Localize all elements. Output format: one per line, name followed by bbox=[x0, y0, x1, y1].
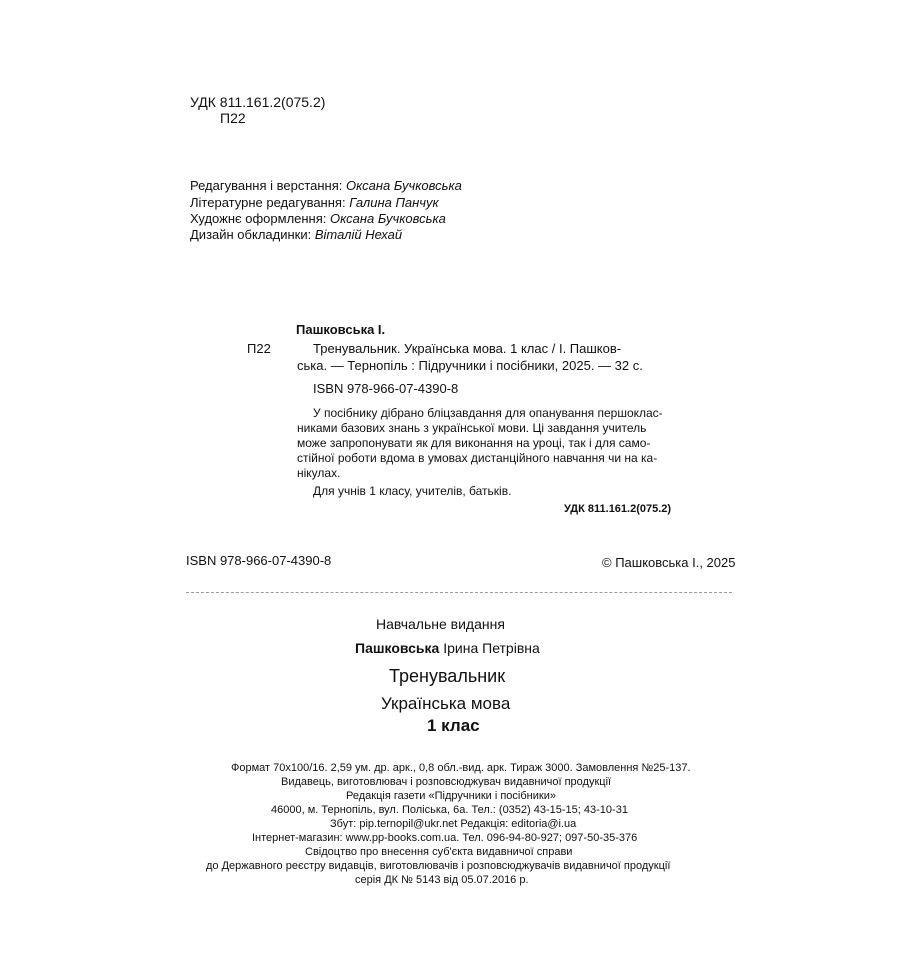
imprint-detail-line: серія ДК № 5143 від 05.07.2016 р. bbox=[355, 874, 529, 886]
imprint-detail-line: Видавець, виготовлювач і розповсюджувач видавничої продукції bbox=[281, 776, 612, 788]
credit-line bbox=[190, 195, 439, 210]
book-title: Тренувальник bbox=[389, 666, 506, 686]
credit-name: Віталій Нехай bbox=[314, 227, 403, 242]
annotation-line: нікулах. bbox=[297, 466, 341, 480]
imprint-author bbox=[355, 640, 540, 656]
book-grade: 1 клас bbox=[427, 716, 480, 735]
annotation-line: стійної роботи вдома в умовах дистанційного навчання чи на ка- bbox=[297, 451, 658, 465]
credit-role: Редагування і верстання: bbox=[190, 178, 343, 193]
isbn-bottom: ISBN 978-966-07-4390-8 bbox=[186, 553, 332, 568]
annotation-line: никами базових знань з української мови. Ці завдання учитель bbox=[297, 421, 647, 435]
annotation-line: може запропонувати як для виконання на уроці, так і для само- bbox=[297, 436, 651, 450]
credit-line bbox=[190, 227, 402, 242]
book-subject: Українська мова bbox=[381, 694, 511, 713]
credit-name: Оксана Бучковська bbox=[330, 211, 446, 226]
credit-role: Художнє оформлення: bbox=[190, 211, 327, 226]
copyright: © Пашковська І., 2025 bbox=[602, 555, 736, 570]
imprint-detail-line: Збут: pip.ternopil@ukr.net Редакція: editoria@i.ua bbox=[330, 818, 577, 830]
credit-name: Галина Панчук bbox=[349, 195, 439, 210]
imprint-detail-line: 46000, м. Тернопіль, вул. Поліська, 6а. Тел.: (0352) 43-15-15; 43-10-31 bbox=[271, 804, 628, 816]
imprint-detail-line: Редакція газети «Підручники і посібники» bbox=[346, 790, 556, 802]
annotation-line: У посібнику дібрано бліцзавдання для опанування першоклас- bbox=[313, 406, 663, 420]
imprint-detail-line: Формат 70x100/16. 2,59 ум. др. арк., 0,8 обл.-вид. арк. Тираж 3000. Замовлення №25-137. bbox=[231, 762, 691, 774]
author-surname: Пашковська bbox=[355, 640, 440, 656]
credit-role: Дизайн обкладинки: bbox=[190, 227, 312, 242]
catalog-author: Пашковська І. bbox=[296, 322, 386, 337]
catalog-code: П22 bbox=[247, 341, 271, 356]
credit-line bbox=[190, 211, 446, 226]
catalog-description-line: ська. — Тернопіль : Підручники і посібники, 2025. — 32 с. bbox=[297, 358, 643, 373]
page-divider bbox=[186, 592, 732, 593]
credit-line bbox=[190, 178, 462, 193]
credit-role: Літературне редагування: bbox=[190, 195, 346, 210]
imprint-detail-line: Свідоцтво про внесення суб'єкта видавничої справи bbox=[305, 846, 573, 858]
catalog-isbn: ISBN 978-966-07-4390-8 bbox=[313, 381, 459, 396]
catalog-description-line: Тренувальник. Українська мова. 1 клас / І. Пашков- bbox=[313, 341, 622, 356]
catalog-udk: УДК 811.161.2(075.2) bbox=[564, 503, 672, 515]
credit-name: Оксана Бучковська bbox=[346, 178, 462, 193]
imprint-detail-line: Інтернет-магазин: www.pp-books.com.ua. Тел. 096-94-80-927; 097-50-35-376 bbox=[252, 832, 638, 844]
catalog-audience: Для учнів 1 класу, учителів, батьків. bbox=[313, 484, 512, 498]
imprint-detail-line: до Державного реєстру видавців, виготовлювачів і розповсюджувачів видавничої продукції bbox=[206, 860, 671, 872]
author-name: Ірина Петрівна bbox=[443, 640, 540, 656]
udk-top: УДК 811.161.2(075.2) bbox=[190, 94, 326, 110]
edition-type: Навчальне видання bbox=[376, 616, 505, 632]
code-top: П22 bbox=[220, 110, 246, 126]
